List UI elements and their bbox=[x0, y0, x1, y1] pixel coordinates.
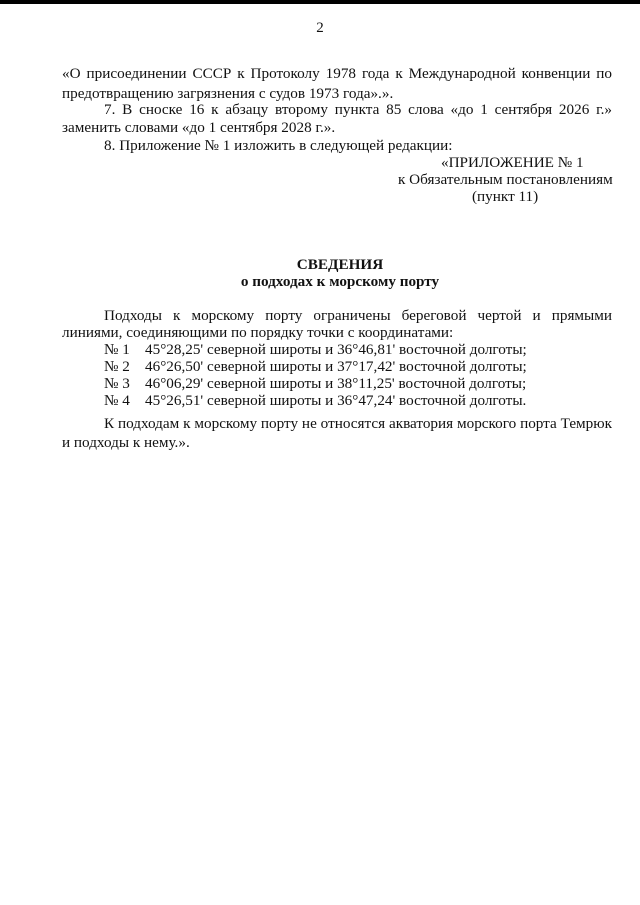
coordinate-number: № 1 bbox=[104, 341, 130, 358]
appendix-title: «ПРИЛОЖЕНИЕ № 1 bbox=[441, 154, 584, 171]
coordinate-text: 45°28,25' северной широты и 36°46,81' восточной долготы; bbox=[145, 341, 527, 358]
appendix-reference: к Обязательным постановлениям bbox=[398, 171, 613, 188]
coordinate-text: 45°26,51' северной широты и 36°47,24' восточной долготы. bbox=[145, 392, 527, 409]
section-title: СВЕДЕНИЯ bbox=[296, 256, 384, 273]
coordinate-item bbox=[104, 342, 527, 357]
outro-line-1: К подходам к морскому порту не относятся акватория морского порта Темрюк bbox=[104, 415, 612, 432]
appendix-clause: (пункт 11) bbox=[472, 188, 539, 205]
intro-line-1: Подходы к морскому порту ограничены береговой чертой и прямыми bbox=[104, 307, 612, 324]
coordinate-number: № 2 bbox=[104, 358, 130, 375]
paragraph-6-line-1: «О присоединении СССР к Протоколу 1978 года к Международной конвенции по bbox=[62, 65, 612, 82]
section-subtitle: о подходах к морскому порту bbox=[240, 273, 440, 290]
coordinate-number: № 4 bbox=[104, 392, 130, 409]
page-number: 2 bbox=[316, 20, 324, 36]
paragraph-7-line-1: 7. В сноске 16 к абзацу второму пункта 85 слова «до 1 сентября 2026 г.» bbox=[104, 101, 612, 118]
coordinate-item bbox=[104, 376, 526, 391]
coordinate-number: № 3 bbox=[104, 375, 130, 392]
coordinate-item bbox=[104, 359, 527, 374]
intro-line-2: линиями, соединяющими по порядку точки с координатами: bbox=[62, 324, 454, 341]
paragraph-8-line-1: 8. Приложение № 1 изложить в следующей редакции: bbox=[104, 137, 453, 154]
paragraph-7-line-2: заменить словами «до 1 сентября 2028 г.». bbox=[62, 119, 336, 136]
scan-top-edge bbox=[0, 0, 640, 4]
coordinate-item bbox=[104, 393, 526, 408]
outro-line-2: и подходы к нему.». bbox=[62, 434, 190, 451]
coordinate-text: 46°06,29' северной широты и 38°11,25' восточной долготы; bbox=[145, 375, 527, 392]
coordinate-text: 46°26,50' северной широты и 37°17,42' восточной долготы; bbox=[145, 358, 527, 375]
paragraph-6-line-2: предотвращению загрязнения с судов 1973 года».». bbox=[62, 85, 394, 102]
